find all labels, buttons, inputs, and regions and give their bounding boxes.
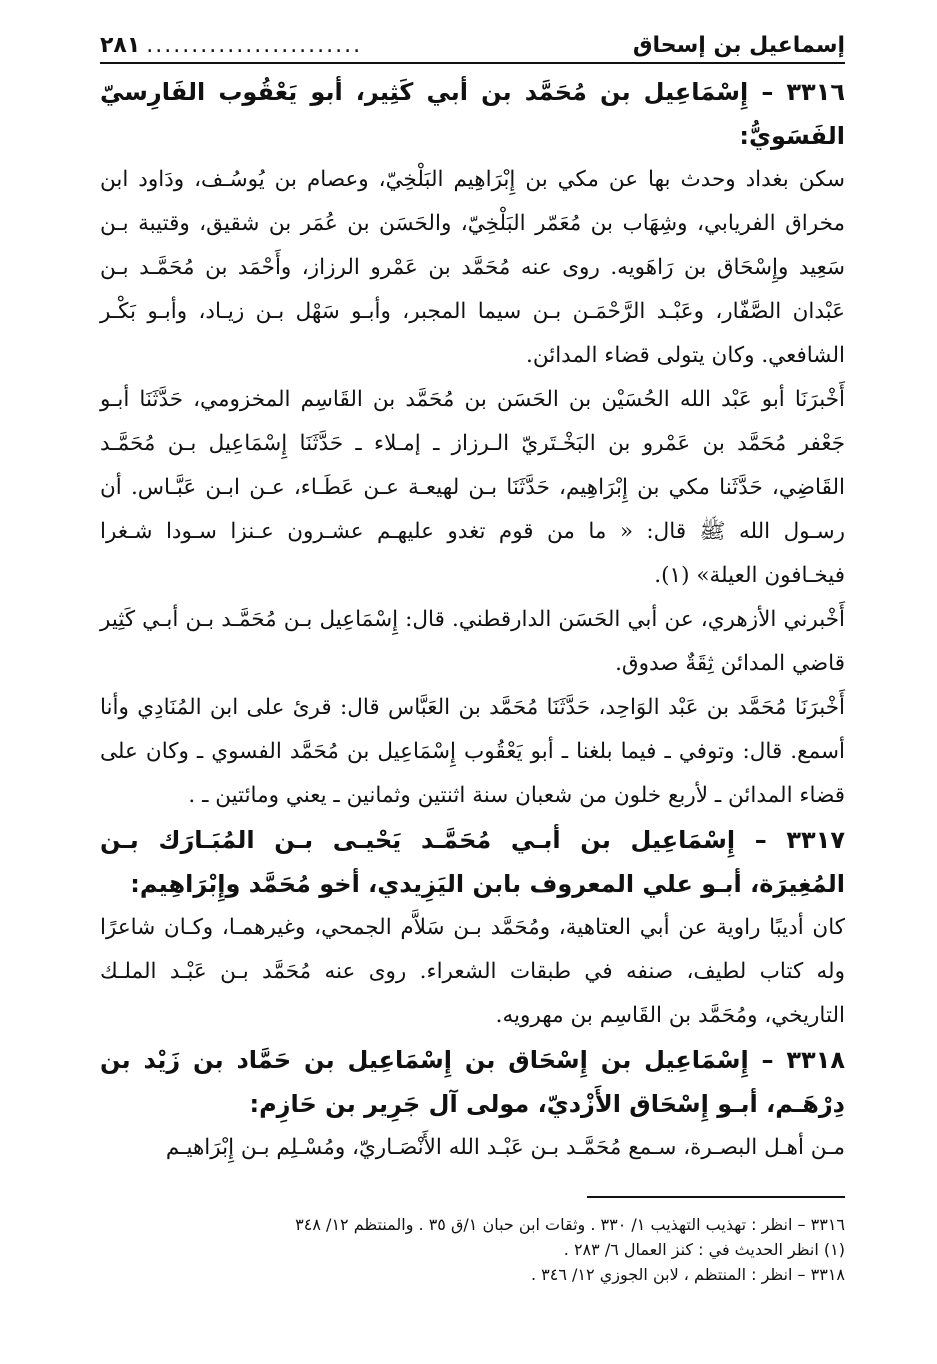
footnote-divider [587, 1196, 845, 1198]
entry-3316-paragraph-1: سكن بغداد وحدث بها عن مكي بن إِبْرَاهِيم البَلْخِيّ، وعصام بن يُوسُـف، ودَاود ابن مخراق الفريابي، وشِهَاب بن مُعَمّر البَلْخِيّ، والحَسَن بن عُمَر بن شقيق، وقتيبة بـن سَعِيد وإِسْحَاق بن رَاهَويه. روى عنه مُحَمَّد بن عَمْرو الرزاز، وأَحْمَد بن مُحَمَّـد بـن عَبْدان الصَّفّار، وعَبْـد الرَّحْمَـن بـن سيما المجبر، وأبـو سَهْل بـن زيـاد، وأبـو بَكْـر الشافعي. وكان يتولى قضاء المدائن. [100, 167, 845, 368]
entry-3318-paragraph-1: مـن أهـل البصـرة، سـمع مُحَمَّـد بـن عَبْـد الله الأَنْصَـاريّ، ومُسْـلِم بـن إِبْرَاهيـم [165, 1135, 845, 1160]
main-text [100, 70, 845, 1170]
entry-heading-3317: ٣٣١٧ – إِسْمَاعِيل بن أبـي مُحَمَّـد يَحْيـى بـن المُبَـارَك بـن المُغِيرَة، أبـو علي المعروف بابن اليَزِيدي، أخو مُحَمَّد وإِبْرَاهِيم: [100, 826, 845, 898]
entry-3316-paragraph-4: أَخْبرَنَا مُحَمَّد بن عَبْد الوَاحِد، حَدَّثَنَا مُحَمَّد بن العَبَّاس قال: قرئ على ابن المُنَادِي وأنا أسمع. قال: وتوفي ـ فيما بلغنا ـ أبو يَعْقُوب إِسْمَاعِيل بن مُحَمَّد الفسوي ـ وكان على قضاء المدائن ـ لأربع خلون من شعبان سنة اثنتين وثمانين ـ يعني ومائتين ـ . [100, 695, 845, 808]
running-header [100, 28, 845, 64]
entry-3316-paragraph-2: أَخْبرَنَا أبو عَبْد الله الحُسَيْن بن الحَسَن بن مُحَمَّد بن القَاسِم المخزومي، حَدَّثَنَا أبـو جَعْفر مُحَمَّد بن عَمْرو بن البَخْـتَريّ الـرزاز ـ إمـلاء ـ حَدَّثَنَا إِسْمَاعِيل بـن مُحَمَّـد القَاضِي، حَدَّثَنا مكي بن إِبْرَاهِيم، حَدَّثَنَا بـن لهيعـة عـن عَطَـاء، عـن ابـن عَبَّـاس. أن رسـول الله ﷺ قال: « ما من قوم تغدو عليهـم عشـرون عـنزا سـودا شـغرا فيخـافون العيلة» (١). [100, 387, 845, 588]
footnote-3316: ٣٣١٦ – انظر : تهذيب التهذيب ١/ ٣٣٠ . وثقات ابن حبان ١/ق ٣٥ . والمنتظم ١٢/ ٣٤٨ [295, 1215, 845, 1234]
entry-3317-paragraph-1: كان أديبًا راوية عن أبي العتاهية، ومُحَمَّد بـن سَلاَّم الجمحي، وغيرهمـا، وكـان شاعرًا وله كتاب لطيف، صنفه في طبقات الشعراء. روى عنه مُحَمَّد بـن عَبْـد الملـك التاريخي، ومُحَمَّد بن القَاسِم بن مهرويه. [100, 915, 845, 1028]
header-right-group [100, 33, 362, 58]
footnote-3318: ٣٣١٨ – انظر : المنتظم ، لابن الجوزي ١٢/ ٣٤٦ . [530, 1265, 845, 1284]
leader-dots: ........................ [146, 32, 363, 58]
running-title: إسماعيل بن إسحاق [632, 32, 845, 58]
page-number: ٢٨١ [100, 32, 141, 58]
footnotes [100, 1212, 845, 1287]
footnote-hadith: (١) انظر الحديث في : كنز العمال ٦/ ٢٨٣ . [563, 1240, 845, 1259]
entry-3316-paragraph-3: أَخْبرني الأزهري، عن أبي الحَسَن الدارقطني. قال: إِسْمَاعِيل بـن مُحَمَّـد بـن أبـي كَثِير قاضي المدائن ثِقَةٌ صدوق. [100, 607, 845, 676]
entry-heading-3316: ٣٣١٦ – إِسْمَاعِيل بن مُحَمَّد بن أبي كَثِير، أبو يَعْقُوب الفَارِسيّ الفَسَويُّ: [100, 78, 845, 150]
entry-heading-3318: ٣٣١٨ – إِسْمَاعِيل بن إِسْحَاق بن إِسْمَاعِيل بن حَمَّاد بن زَيْد بن دِرْهَـم، أبـو إِسْحَاق الأَزْديّ، مولى آل جَرِير بن حَازِم: [100, 1046, 845, 1118]
